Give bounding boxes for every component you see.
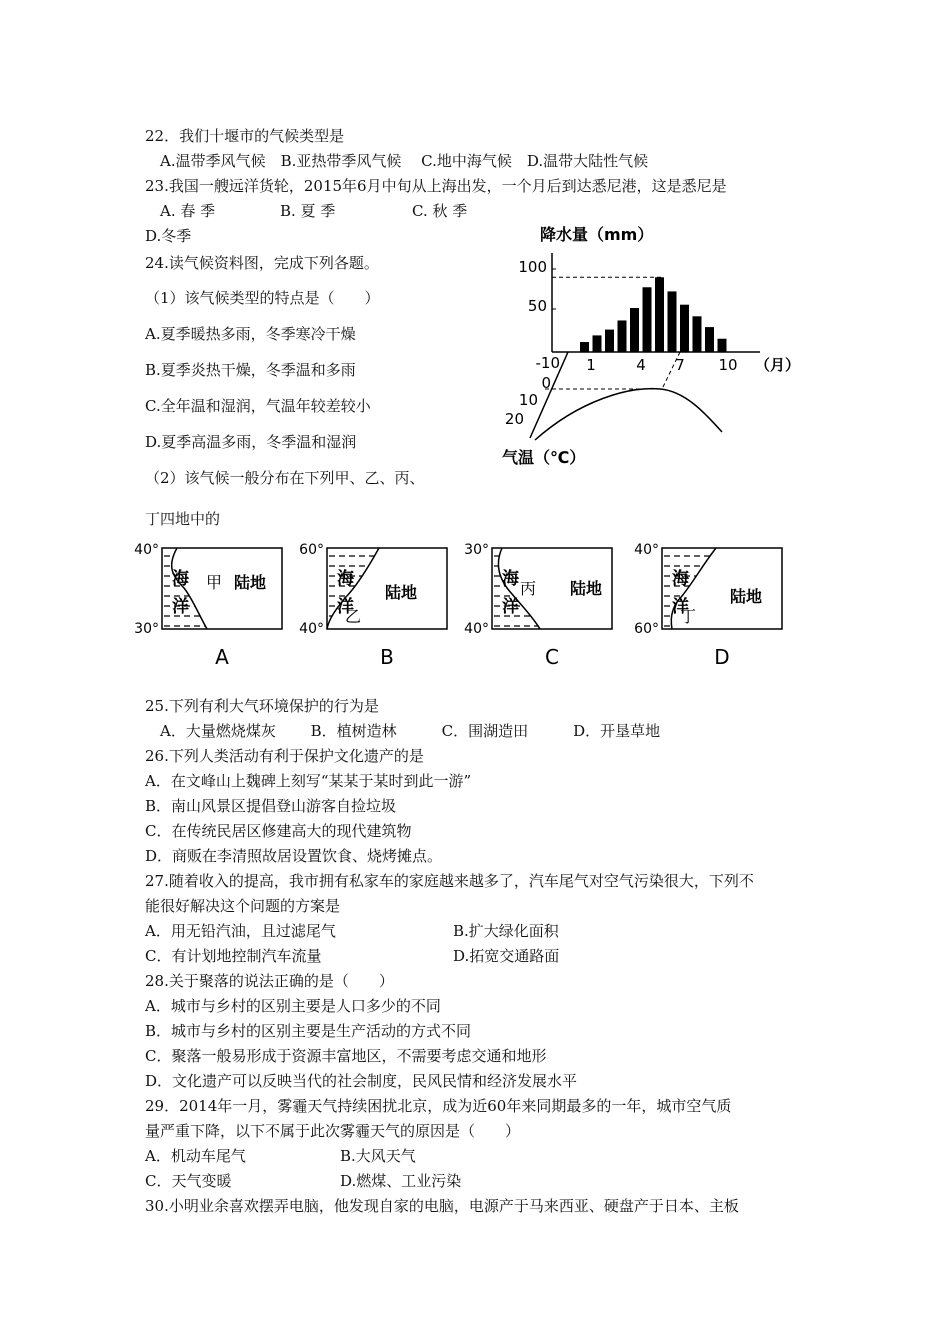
- q27-option-b: B.扩大绿化面积: [453, 922, 559, 940]
- q27-stem-line1: 27.随着收入的提高，我市拥有私家车的家庭越来越多了，汽车尾气对空气污染很大，下列不: [145, 872, 754, 890]
- chart-ytick-100: 100: [518, 258, 547, 276]
- sea-label-1: 海: [672, 569, 689, 589]
- precip-bar-month-4: [618, 320, 627, 352]
- map-group: [132, 536, 792, 676]
- sea-label-1: 海: [502, 569, 519, 589]
- chart-ylabel: 降水量（mm）: [540, 225, 654, 244]
- q25-stem: 25.下列有利大气环境保护的行为是: [145, 697, 379, 715]
- q29-option-b: B.大风天气: [340, 1147, 416, 1165]
- q28-option-d: D．文化遗产可以反映当代的社会制度，民风民情和经济发展水平: [145, 1072, 578, 1090]
- map-option-label: D: [714, 645, 730, 669]
- map-option-label: B: [380, 645, 394, 669]
- q28-option-c: C．聚落一般易形成于资源丰富地区，不需要考虑交通和地形: [145, 1047, 547, 1065]
- map-b: [297, 536, 457, 676]
- land-label: 陆地: [570, 579, 603, 598]
- chart-xtick-1: 1: [586, 356, 596, 374]
- chart-bars: [580, 277, 727, 352]
- q28-option-b: B．城市与乡村的区别主要是生产活动的方式不同: [145, 1022, 472, 1040]
- q27-option-d: D.拓宽交通路面: [453, 947, 560, 965]
- precip-bar-month-12: [718, 339, 727, 352]
- precip-bar-month-3: [605, 330, 614, 352]
- sea-label-1: 海: [337, 569, 354, 589]
- q26-option-c: C．在传统民居区修建高大的现代建筑物: [145, 822, 412, 840]
- precip-bar-month-11: [705, 327, 714, 352]
- q27-stem-line2: 能很好解决这个问题的方案是: [145, 897, 341, 915]
- q23-option-d: D.冬季: [145, 227, 192, 245]
- q27-option-a: A．用无铅汽油，且过滤尾气: [145, 922, 336, 940]
- climate-chart: [490, 218, 810, 473]
- place-label: 甲: [206, 573, 223, 592]
- q30-stem-line1: 30.小明业余喜欢摆弄电脑，他发现自家的电脑，电源产于马来西亚、硬盘产于日本、主板: [145, 1197, 739, 1215]
- temp-tick-0: 0: [541, 374, 551, 392]
- map-bottom-latitude: 60°: [634, 621, 659, 637]
- q29-stem-line2: 量严重下降，以下不属于此次雾霾天气的原因是（ ）: [145, 1122, 521, 1140]
- map-d: [632, 536, 792, 676]
- q24-sub1-option-b: B.夏季炎热干燥，冬季温和多雨: [145, 361, 356, 379]
- land-label: 陆地: [385, 583, 418, 602]
- place-label: 丁: [680, 607, 697, 626]
- q25-options: A．大量燃烧煤灰 B．植树造林 C．围湖造田 D．开垦草地: [160, 722, 661, 740]
- precip-bar-month-10: [693, 316, 702, 352]
- map-bottom-latitude: 40°: [299, 621, 324, 637]
- chart-ytick-50: 50: [527, 297, 547, 315]
- temp-tick-minus10: -10: [535, 354, 560, 372]
- precip-bar-month-5: [630, 308, 639, 352]
- sea-label-2: 洋: [502, 597, 519, 617]
- sea-label-2: 洋: [337, 597, 354, 617]
- sea-label-2: 洋: [672, 597, 689, 617]
- q26-option-b: B．南山风景区提倡登山游客自捡垃圾: [145, 797, 397, 815]
- map-top-latitude: 40°: [134, 542, 159, 558]
- q29-option-d: D.燃煤、工业污染: [340, 1172, 462, 1190]
- q24-sub1-option-c: C.全年温和湿润，气温年较差较小: [145, 397, 371, 415]
- q28-stem: 28.关于聚落的说法正确的是（ ）: [145, 972, 394, 990]
- q23-option-c: C. 秋 季: [412, 202, 468, 220]
- map-a: [132, 536, 292, 676]
- q27-option-c: C．有计划地控制汽车流量: [145, 947, 322, 965]
- q28-option-a: A．城市与乡村的区别主要是人口多少的不同: [145, 997, 441, 1015]
- temp-axis-label: 气温（℃）: [502, 448, 586, 467]
- precip-bar-month-1: [580, 342, 589, 352]
- precip-bar-month-9: [680, 305, 689, 352]
- q26-option-a: A．在文峰山上魏碑上刻写“某某于某时到此一游”: [145, 772, 472, 790]
- temperature-curve: [535, 389, 722, 440]
- q22-options: A.温带季风气候 B.亚热带季风气候 C.地中海气候 D.温带大陆性气候: [160, 152, 649, 170]
- q23-stem: 23.我国一艘远洋货轮，2015年6月中旬从上海出发，一个月后到达悉尼港，这是悉尼是: [145, 177, 727, 195]
- map-c: [462, 536, 622, 676]
- place-label: 乙: [345, 607, 362, 626]
- sea-label-2: 洋: [172, 597, 189, 617]
- q24-stem: 24.读气候资料图，完成下列各题。: [145, 254, 379, 272]
- chart-x-unit: （月）: [755, 356, 801, 374]
- place-label: 丙: [520, 579, 537, 598]
- land-label: 陆地: [730, 587, 763, 606]
- q24-sub1: （1）该气候类型的特点是（ ）: [145, 289, 380, 307]
- chart-xtick-10: 10: [718, 356, 738, 374]
- q24-sub2-line1: （2）该气候一般分布在下列甲、乙、丙、: [145, 469, 425, 487]
- q29-stem-line1: 29．2014年一月，雾霾天气持续困扰北京，成为近60年来同期最多的一年，城市空气质: [145, 1097, 732, 1115]
- precip-bar-month-7: [655, 277, 664, 352]
- land-label: 陆地: [234, 573, 267, 592]
- sea-label-1: 海: [172, 569, 189, 589]
- chart-xtick-4: 4: [636, 356, 646, 374]
- q24-sub2-line2: 丁四地中的: [145, 510, 221, 528]
- chart-xtick-7: 7: [675, 356, 685, 374]
- map-bottom-latitude: 40°: [464, 621, 489, 637]
- q29-option-c: C．天气变暖: [145, 1172, 232, 1190]
- map-top-latitude: 40°: [634, 542, 659, 558]
- q24-sub1-option-d: D.夏季高温多雨，冬季温和湿润: [145, 433, 357, 451]
- precip-bar-month-6: [643, 287, 652, 352]
- map-bottom-latitude: 30°: [134, 621, 159, 637]
- map-option-label: A: [215, 645, 229, 669]
- map-option-label: C: [545, 645, 559, 669]
- q26-stem: 26.下列人类活动有利于保护文化遗产的是: [145, 747, 424, 765]
- q22-stem: 22．我们十堰市的气候类型是: [145, 127, 345, 145]
- q29-option-a: A．机动车尾气: [145, 1147, 246, 1165]
- precip-bar-month-2: [593, 335, 602, 352]
- q23-option-b: B. 夏 季: [280, 202, 336, 220]
- q24-sub1-option-a: A.夏季暖热多雨，冬季寒冷干燥: [145, 325, 356, 343]
- map-top-latitude: 30°: [464, 542, 489, 558]
- q26-option-d: D．商贩在李清照故居设置饮食、烧烤摊点。: [145, 847, 443, 865]
- q23-option-a: A. 春 季: [160, 202, 216, 220]
- temp-tick-20: 20: [504, 410, 524, 428]
- precip-bar-month-8: [668, 291, 677, 352]
- temp-tick-10: 10: [518, 391, 538, 409]
- map-top-latitude: 60°: [299, 542, 324, 558]
